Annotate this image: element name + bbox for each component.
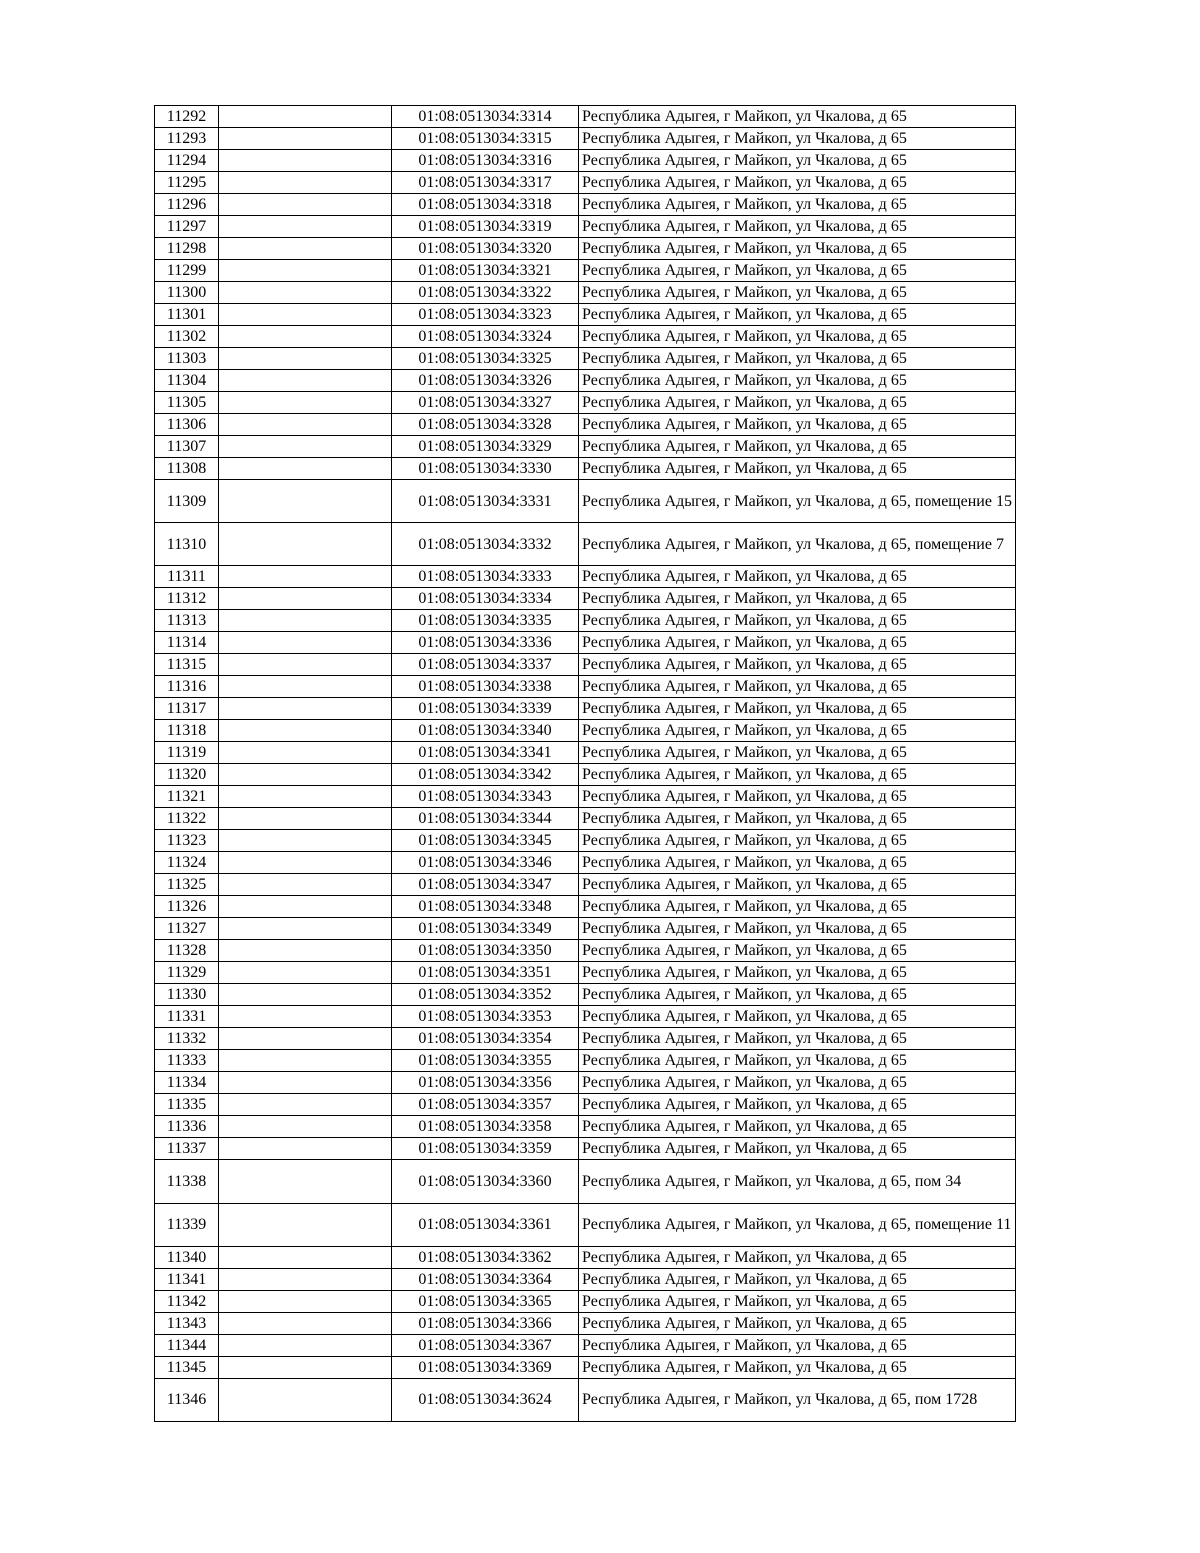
cadastral-number: 01:08:0513034:3353	[392, 1006, 579, 1028]
cadastral-number: 01:08:0513034:3323	[392, 304, 579, 326]
row-number: 11298	[155, 238, 219, 260]
table-row	[155, 720, 1016, 742]
row-number: 11330	[155, 984, 219, 1006]
cadastral-number: 01:08:0513034:3358	[392, 1116, 579, 1138]
empty-cell	[219, 874, 392, 896]
cadastral-number: 01:08:0513034:3357	[392, 1094, 579, 1116]
cadastral-number: 01:08:0513034:3331	[392, 480, 579, 523]
address: Республика Адыгея, г Майкоп, ул Чкалова, д 65	[579, 698, 1016, 720]
table-row	[155, 566, 1016, 588]
table-row	[155, 830, 1016, 852]
row-number: 11342	[155, 1290, 219, 1312]
address: Республика Адыгея, г Майкоп, ул Чкалова, д 65	[579, 238, 1016, 260]
cadastral-number: 01:08:0513034:3360	[392, 1160, 579, 1203]
cadastral-number: 01:08:0513034:3351	[392, 962, 579, 984]
address: Республика Адыгея, г Майкоп, ул Чкалова, д 65	[579, 786, 1016, 808]
cadastral-number: 01:08:0513034:3367	[392, 1334, 579, 1356]
row-number: 11318	[155, 720, 219, 742]
address: Республика Адыгея, г Майкоп, ул Чкалова, д 65	[579, 852, 1016, 874]
row-number: 11309	[155, 480, 219, 523]
row-number: 11313	[155, 610, 219, 632]
address: Республика Адыгея, г Майкоп, ул Чкалова, д 65	[579, 1312, 1016, 1334]
table-row	[155, 1290, 1016, 1312]
address: Республика Адыгея, г Майкоп, ул Чкалова, д 65	[579, 742, 1016, 764]
address: Республика Адыгея, г Майкоп, ул Чкалова, д 65	[579, 808, 1016, 830]
table-row	[155, 1334, 1016, 1356]
cadastral-number: 01:08:0513034:3350	[392, 940, 579, 962]
row-number: 11300	[155, 282, 219, 304]
row-number: 11306	[155, 414, 219, 436]
table-row	[155, 216, 1016, 238]
row-number: 11311	[155, 566, 219, 588]
address: Республика Адыгея, г Майкоп, ул Чкалова, д 65	[579, 1138, 1016, 1160]
cadastral-number: 01:08:0513034:3325	[392, 348, 579, 370]
row-number: 11296	[155, 194, 219, 216]
row-number: 11312	[155, 588, 219, 610]
address: Республика Адыгея, г Майкоп, ул Чкалова, д 65	[579, 1094, 1016, 1116]
table-row	[155, 918, 1016, 940]
cadastral-number: 01:08:0513034:3352	[392, 984, 579, 1006]
cadastral-number: 01:08:0513034:3339	[392, 698, 579, 720]
address: Республика Адыгея, г Майкоп, ул Чкалова, д 65, помещение 7	[579, 523, 1016, 566]
cadastral-number: 01:08:0513034:3318	[392, 194, 579, 216]
row-number: 11301	[155, 304, 219, 326]
row-number: 11338	[155, 1160, 219, 1203]
table-row	[155, 392, 1016, 414]
address: Республика Адыгея, г Майкоп, ул Чкалова, д 65	[579, 764, 1016, 786]
table-row	[155, 348, 1016, 370]
empty-cell	[219, 1312, 392, 1334]
cadastral-number: 01:08:0513034:3314	[392, 106, 579, 128]
address: Республика Адыгея, г Майкоп, ул Чкалова, д 65	[579, 1334, 1016, 1356]
empty-cell	[219, 588, 392, 610]
row-number: 11293	[155, 128, 219, 150]
empty-cell	[219, 610, 392, 632]
cadastral-number: 01:08:0513034:3317	[392, 172, 579, 194]
row-number: 11292	[155, 106, 219, 128]
table-row	[155, 1094, 1016, 1116]
empty-cell	[219, 370, 392, 392]
row-number: 11332	[155, 1028, 219, 1050]
cadastral-number: 01:08:0513034:3366	[392, 1312, 579, 1334]
row-number: 11321	[155, 786, 219, 808]
row-number: 11341	[155, 1268, 219, 1290]
address: Республика Адыгея, г Майкоп, ул Чкалова, д 65	[579, 370, 1016, 392]
empty-cell	[219, 1290, 392, 1312]
table-row	[155, 654, 1016, 676]
address: Республика Адыгея, г Майкоп, ул Чкалова, д 65	[579, 128, 1016, 150]
table-row	[155, 632, 1016, 654]
row-number: 11325	[155, 874, 219, 896]
empty-cell	[219, 458, 392, 480]
table-row	[155, 1006, 1016, 1028]
empty-cell	[219, 348, 392, 370]
table-row	[155, 1203, 1016, 1246]
address: Республика Адыгея, г Майкоп, ул Чкалова, д 65	[579, 874, 1016, 896]
table-row	[155, 676, 1016, 698]
empty-cell	[219, 896, 392, 918]
address: Республика Адыгея, г Майкоп, ул Чкалова, д 65	[579, 940, 1016, 962]
row-number: 11297	[155, 216, 219, 238]
empty-cell	[219, 918, 392, 940]
address: Республика Адыгея, г Майкоп, ул Чкалова, д 65, пом 34	[579, 1160, 1016, 1203]
table-row	[155, 698, 1016, 720]
empty-cell	[219, 1028, 392, 1050]
address: Республика Адыгея, г Майкоп, ул Чкалова, д 65	[579, 962, 1016, 984]
table-row	[155, 458, 1016, 480]
empty-cell	[219, 260, 392, 282]
table-row	[155, 874, 1016, 896]
table-row	[155, 260, 1016, 282]
cadastral-number: 01:08:0513034:3336	[392, 632, 579, 654]
cadastral-number: 01:08:0513034:3369	[392, 1356, 579, 1378]
empty-cell	[219, 632, 392, 654]
cadastral-number: 01:08:0513034:3329	[392, 436, 579, 458]
empty-cell	[219, 830, 392, 852]
empty-cell	[219, 304, 392, 326]
address: Республика Адыгея, г Майкоп, ул Чкалова, д 65	[579, 1006, 1016, 1028]
row-number: 11333	[155, 1050, 219, 1072]
address: Республика Адыгея, г Майкоп, ул Чкалова, д 65	[579, 610, 1016, 632]
address: Республика Адыгея, г Майкоп, ул Чкалова, д 65, помещение 15	[579, 480, 1016, 523]
address: Республика Адыгея, г Майкоп, ул Чкалова, д 65	[579, 106, 1016, 128]
address: Республика Адыгея, г Майкоп, ул Чкалова, д 65	[579, 458, 1016, 480]
table-row	[155, 742, 1016, 764]
table-row	[155, 764, 1016, 786]
address: Республика Адыгея, г Майкоп, ул Чкалова, д 65	[579, 918, 1016, 940]
row-number: 11329	[155, 962, 219, 984]
cadastral-number: 01:08:0513034:3365	[392, 1290, 579, 1312]
empty-cell	[219, 1138, 392, 1160]
empty-cell	[219, 852, 392, 874]
cadastral-number: 01:08:0513034:3343	[392, 786, 579, 808]
address: Республика Адыгея, г Майкоп, ул Чкалова, д 65	[579, 1356, 1016, 1378]
cadastral-number: 01:08:0513034:3320	[392, 238, 579, 260]
address: Республика Адыгея, г Майкоп, ул Чкалова, д 65	[579, 392, 1016, 414]
row-number: 11337	[155, 1138, 219, 1160]
empty-cell	[219, 654, 392, 676]
table-row	[155, 414, 1016, 436]
table-row	[155, 326, 1016, 348]
cadastral-number: 01:08:0513034:3348	[392, 896, 579, 918]
table-row	[155, 150, 1016, 172]
cadastral-number: 01:08:0513034:3334	[392, 588, 579, 610]
address: Республика Адыгея, г Майкоп, ул Чкалова, д 65	[579, 1028, 1016, 1050]
cadastral-number: 01:08:0513034:3315	[392, 128, 579, 150]
table-row	[155, 1072, 1016, 1094]
table-row	[155, 1028, 1016, 1050]
cadastral-number: 01:08:0513034:3364	[392, 1268, 579, 1290]
row-number: 11305	[155, 392, 219, 414]
table-row	[155, 1268, 1016, 1290]
table-row	[155, 128, 1016, 150]
table-row	[155, 962, 1016, 984]
table-row	[155, 523, 1016, 566]
address: Республика Адыгея, г Майкоп, ул Чкалова, д 65	[579, 1050, 1016, 1072]
cadastral-number: 01:08:0513034:3319	[392, 216, 579, 238]
cadastral-number: 01:08:0513034:3330	[392, 458, 579, 480]
address: Республика Адыгея, г Майкоп, ул Чкалова, д 65	[579, 1072, 1016, 1094]
address: Республика Адыгея, г Майкоп, ул Чкалова, д 65	[579, 984, 1016, 1006]
row-number: 11314	[155, 632, 219, 654]
row-number: 11304	[155, 370, 219, 392]
row-number: 11308	[155, 458, 219, 480]
empty-cell	[219, 566, 392, 588]
empty-cell	[219, 764, 392, 786]
empty-cell	[219, 326, 392, 348]
row-number: 11299	[155, 260, 219, 282]
cadastral-number: 01:08:0513034:3316	[392, 150, 579, 172]
table-row	[155, 852, 1016, 874]
address: Республика Адыгея, г Майкоп, ул Чкалова, д 65	[579, 1268, 1016, 1290]
row-number: 11310	[155, 523, 219, 566]
cadastral-number: 01:08:0513034:3354	[392, 1028, 579, 1050]
empty-cell	[219, 1378, 392, 1421]
empty-cell	[219, 940, 392, 962]
table-row	[155, 786, 1016, 808]
empty-cell	[219, 1246, 392, 1268]
table-row	[155, 1378, 1016, 1421]
empty-cell	[219, 786, 392, 808]
cadastral-number: 01:08:0513034:3333	[392, 566, 579, 588]
address: Республика Адыгея, г Майкоп, ул Чкалова, д 65	[579, 194, 1016, 216]
table-row	[155, 1160, 1016, 1203]
table-row	[155, 808, 1016, 830]
address: Республика Адыгея, г Майкоп, ул Чкалова, д 65	[579, 172, 1016, 194]
address: Республика Адыгея, г Майкоп, ул Чкалова, д 65	[579, 414, 1016, 436]
table-row	[155, 588, 1016, 610]
empty-cell	[219, 414, 392, 436]
empty-cell	[219, 1334, 392, 1356]
row-number: 11339	[155, 1203, 219, 1246]
address: Республика Адыгея, г Майкоп, ул Чкалова, д 65	[579, 896, 1016, 918]
cadastral-number: 01:08:0513034:3335	[392, 610, 579, 632]
empty-cell	[219, 698, 392, 720]
address: Республика Адыгея, г Майкоп, ул Чкалова, д 65	[579, 436, 1016, 458]
row-number: 11334	[155, 1072, 219, 1094]
table-row	[155, 480, 1016, 523]
empty-cell	[219, 1160, 392, 1203]
cadastral-number: 01:08:0513034:3624	[392, 1378, 579, 1421]
cadastral-number: 01:08:0513034:3346	[392, 852, 579, 874]
cadastral-number: 01:08:0513034:3341	[392, 742, 579, 764]
table-body	[155, 106, 1016, 1422]
table-row	[155, 304, 1016, 326]
row-number: 11328	[155, 940, 219, 962]
row-number: 11294	[155, 150, 219, 172]
table-row	[155, 1246, 1016, 1268]
empty-cell	[219, 1203, 392, 1246]
table-row	[155, 194, 1016, 216]
empty-cell	[219, 436, 392, 458]
cadastral-number: 01:08:0513034:3355	[392, 1050, 579, 1072]
table-row	[155, 940, 1016, 962]
empty-cell	[219, 1072, 392, 1094]
table-row	[155, 896, 1016, 918]
table-row	[155, 1116, 1016, 1138]
empty-cell	[219, 194, 392, 216]
empty-cell	[219, 676, 392, 698]
row-number: 11343	[155, 1312, 219, 1334]
row-number: 11324	[155, 852, 219, 874]
empty-cell	[219, 742, 392, 764]
address: Республика Адыгея, г Майкоп, ул Чкалова, д 65	[579, 348, 1016, 370]
empty-cell	[219, 984, 392, 1006]
row-number: 11327	[155, 918, 219, 940]
address: Республика Адыгея, г Майкоп, ул Чкалова, д 65	[579, 1116, 1016, 1138]
empty-cell	[219, 523, 392, 566]
table-row	[155, 1138, 1016, 1160]
row-number: 11340	[155, 1246, 219, 1268]
row-number: 11307	[155, 436, 219, 458]
empty-cell	[219, 1356, 392, 1378]
cadastral-number: 01:08:0513034:3328	[392, 414, 579, 436]
address: Республика Адыгея, г Майкоп, ул Чкалова, д 65	[579, 150, 1016, 172]
address: Республика Адыгея, г Майкоп, ул Чкалова, д 65, помещение 11	[579, 1203, 1016, 1246]
address: Республика Адыгея, г Майкоп, ул Чкалова, д 65	[579, 676, 1016, 698]
cadastral-table	[154, 105, 1016, 1422]
cadastral-number: 01:08:0513034:3340	[392, 720, 579, 742]
table-row	[155, 282, 1016, 304]
empty-cell	[219, 720, 392, 742]
cadastral-number: 01:08:0513034:3322	[392, 282, 579, 304]
empty-cell	[219, 172, 392, 194]
row-number: 11302	[155, 326, 219, 348]
cadastral-number: 01:08:0513034:3326	[392, 370, 579, 392]
address: Республика Адыгея, г Майкоп, ул Чкалова, д 65	[579, 326, 1016, 348]
empty-cell	[219, 1094, 392, 1116]
address: Республика Адыгея, г Майкоп, ул Чкалова, д 65	[579, 216, 1016, 238]
row-number: 11346	[155, 1378, 219, 1421]
empty-cell	[219, 106, 392, 128]
empty-cell	[219, 1006, 392, 1028]
cadastral-number: 01:08:0513034:3347	[392, 874, 579, 896]
row-number: 11295	[155, 172, 219, 194]
empty-cell	[219, 216, 392, 238]
row-number: 11326	[155, 896, 219, 918]
empty-cell	[219, 238, 392, 260]
cadastral-number: 01:08:0513034:3356	[392, 1072, 579, 1094]
address: Республика Адыгея, г Майкоп, ул Чкалова, д 65	[579, 1246, 1016, 1268]
table-row	[155, 238, 1016, 260]
address: Республика Адыгея, г Майкоп, ул Чкалова, д 65	[579, 632, 1016, 654]
cadastral-number: 01:08:0513034:3338	[392, 676, 579, 698]
row-number: 11316	[155, 676, 219, 698]
empty-cell	[219, 1116, 392, 1138]
row-number: 11323	[155, 830, 219, 852]
empty-cell	[219, 808, 392, 830]
row-number: 11317	[155, 698, 219, 720]
cadastral-number: 01:08:0513034:3349	[392, 918, 579, 940]
table-row	[155, 106, 1016, 128]
table-row	[155, 1356, 1016, 1378]
address: Республика Адыгея, г Майкоп, ул Чкалова, д 65	[579, 830, 1016, 852]
row-number: 11344	[155, 1334, 219, 1356]
cadastral-number: 01:08:0513034:3324	[392, 326, 579, 348]
address: Республика Адыгея, г Майкоп, ул Чкалова, д 65	[579, 720, 1016, 742]
table-row	[155, 984, 1016, 1006]
cadastral-number: 01:08:0513034:3359	[392, 1138, 579, 1160]
row-number: 11315	[155, 654, 219, 676]
table-row	[155, 172, 1016, 194]
empty-cell	[219, 150, 392, 172]
row-number: 11319	[155, 742, 219, 764]
table-row	[155, 1312, 1016, 1334]
address: Республика Адыгея, г Майкоп, ул Чкалова, д 65	[579, 654, 1016, 676]
cadastral-number: 01:08:0513034:3345	[392, 830, 579, 852]
row-number: 11303	[155, 348, 219, 370]
row-number: 11336	[155, 1116, 219, 1138]
address: Республика Адыгея, г Майкоп, ул Чкалова, д 65	[579, 1290, 1016, 1312]
table-row	[155, 1050, 1016, 1072]
cadastral-number: 01:08:0513034:3321	[392, 260, 579, 282]
address: Республика Адыгея, г Майкоп, ул Чкалова, д 65	[579, 304, 1016, 326]
empty-cell	[219, 392, 392, 414]
row-number: 11322	[155, 808, 219, 830]
table-row	[155, 370, 1016, 392]
cadastral-number: 01:08:0513034:3327	[392, 392, 579, 414]
row-number: 11335	[155, 1094, 219, 1116]
empty-cell	[219, 1268, 392, 1290]
cadastral-number: 01:08:0513034:3342	[392, 764, 579, 786]
cadastral-number: 01:08:0513034:3362	[392, 1246, 579, 1268]
address: Республика Адыгея, г Майкоп, ул Чкалова, д 65	[579, 260, 1016, 282]
row-number: 11320	[155, 764, 219, 786]
empty-cell	[219, 1050, 392, 1072]
cadastral-number: 01:08:0513034:3332	[392, 523, 579, 566]
table-row	[155, 610, 1016, 632]
row-number: 11331	[155, 1006, 219, 1028]
address: Республика Адыгея, г Майкоп, ул Чкалова, д 65	[579, 588, 1016, 610]
address: Республика Адыгея, г Майкоп, ул Чкалова, д 65, пом 1728	[579, 1378, 1016, 1421]
cadastral-number: 01:08:0513034:3337	[392, 654, 579, 676]
empty-cell	[219, 128, 392, 150]
empty-cell	[219, 282, 392, 304]
row-number: 11345	[155, 1356, 219, 1378]
empty-cell	[219, 962, 392, 984]
cadastral-number: 01:08:0513034:3361	[392, 1203, 579, 1246]
address: Республика Адыгея, г Майкоп, ул Чкалова, д 65	[579, 282, 1016, 304]
cadastral-number: 01:08:0513034:3344	[392, 808, 579, 830]
table-row	[155, 436, 1016, 458]
address: Республика Адыгея, г Майкоп, ул Чкалова, д 65	[579, 566, 1016, 588]
empty-cell	[219, 480, 392, 523]
